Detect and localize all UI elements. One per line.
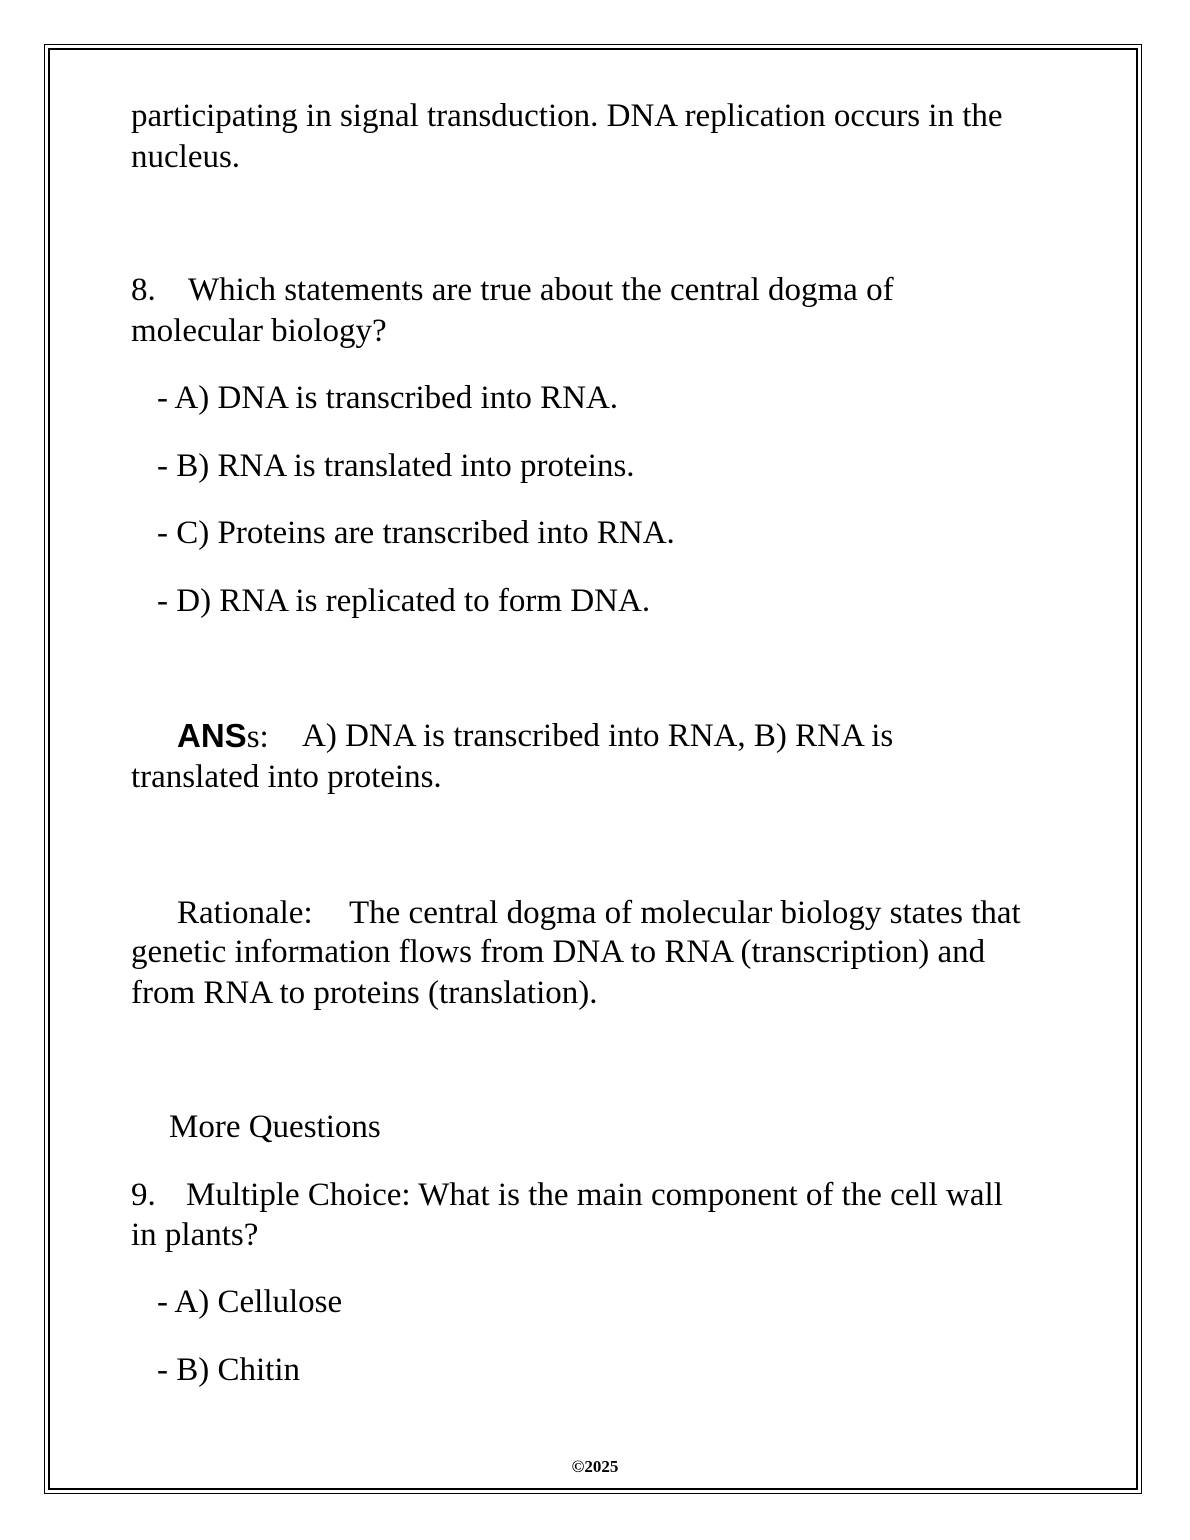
question-9-text-line-2: in plants?	[131, 1217, 259, 1253]
question-9-number: 9.	[131, 1177, 156, 1213]
question-8-option-c: - C) Proteins are transcribed into RNA.	[157, 515, 675, 551]
question-9-option-b: - B) Chitin	[157, 1352, 301, 1388]
continuation-line-2: nucleus.	[131, 139, 241, 175]
page-footer-copyright: ©2025	[571, 1457, 619, 1476]
question-8-text-line-1: Which statements are true about the central dogma of	[188, 272, 894, 308]
answer-label-suffix: s:	[246, 719, 269, 755]
question-8-option-b: - B) RNA is translated into proteins.	[157, 448, 635, 484]
answer-label-bold: ANS	[177, 717, 247, 754]
question-9-text-line-1: Multiple Choice: What is the main component of the cell wall	[186, 1177, 1003, 1213]
rationale-text-line-2: genetic information flows from DNA to RNA (transcription) and	[131, 934, 986, 970]
answer-label	[177, 716, 269, 757]
question-8-option-d: - D) RNA is replicated to form DNA.	[157, 583, 651, 619]
answer-text-line-2: translated into proteins.	[131, 759, 442, 795]
question-8-option-a: - A) DNA is transcribed into RNA.	[157, 380, 619, 416]
question-8-number: 8.	[131, 272, 156, 308]
rationale-text-line-3: from RNA to proteins (translation).	[131, 975, 598, 1011]
answer-text-line-1: A) DNA is transcribed into RNA, B) RNA is	[302, 718, 894, 754]
rationale-text-line-1: The central dogma of molecular biology states that	[349, 895, 1021, 931]
question-9-option-a: - A) Cellulose	[157, 1284, 343, 1320]
rationale-label: Rationale:	[177, 895, 313, 931]
question-8-text-line-2: molecular biology?	[131, 313, 387, 349]
continuation-line-1: participating in signal transduction. DNA replication occurs in the	[131, 98, 1003, 134]
section-heading: More Questions	[169, 1109, 381, 1145]
